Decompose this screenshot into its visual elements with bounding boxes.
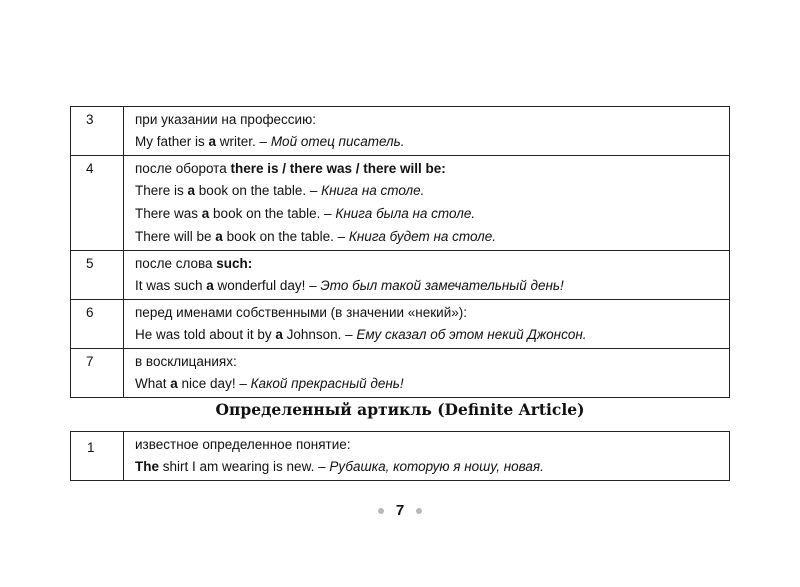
- russian-translation: Какой прекрасный день!: [250, 376, 404, 391]
- rule-cell: [124, 349, 730, 398]
- text-segment: в восклицаниях:: [135, 354, 237, 369]
- row-number-cell: [71, 156, 124, 251]
- table-row: [71, 156, 730, 251]
- example-line: [135, 130, 719, 153]
- example-line: [135, 179, 719, 202]
- example-line: [135, 202, 719, 225]
- page-footer: [0, 502, 800, 519]
- rule-description: [135, 435, 719, 455]
- rule-description: [135, 352, 719, 372]
- text-segment: Johnson. –: [282, 327, 357, 342]
- table-row: [71, 349, 730, 398]
- example-line: [135, 323, 719, 346]
- text-segment: He was told about it by: [135, 327, 276, 342]
- row-number: 1: [87, 440, 95, 455]
- row-number-cell: [71, 349, 124, 398]
- rule-description: [135, 159, 719, 179]
- rule-cell: [124, 251, 730, 300]
- dot-left-icon: [378, 508, 384, 514]
- rule-cell: [124, 107, 730, 156]
- article-highlight: a: [206, 278, 214, 293]
- text-segment: известное определенное понятие:: [135, 437, 351, 452]
- rule-description: [135, 110, 719, 130]
- russian-translation: Мой отец писатель.: [270, 134, 405, 149]
- example-line: [135, 274, 719, 297]
- text-segment: при указании на профессию:: [135, 112, 316, 127]
- text-segment: What: [135, 376, 171, 391]
- text-segment: My father is: [135, 134, 209, 149]
- text-segment: There is: [135, 183, 188, 198]
- example-line: [135, 372, 719, 395]
- article-highlight: The: [135, 459, 160, 474]
- russian-translation: Книга на столе.: [321, 183, 425, 198]
- text-segment: It was such: [135, 278, 207, 293]
- article-highlight: a: [201, 206, 210, 221]
- table-row: [71, 107, 730, 156]
- example-line: [135, 455, 719, 478]
- row-number: 5: [86, 256, 94, 271]
- text-segment: wonderful day! –: [213, 278, 321, 293]
- article-highlight: such:: [216, 256, 253, 271]
- text-segment: nice day! –: [177, 376, 251, 391]
- dot-right-icon: [416, 508, 422, 514]
- article-highlight: a: [215, 229, 223, 244]
- row-number: 6: [86, 305, 94, 320]
- text-segment: shirt I am wearing is new. –: [159, 459, 330, 474]
- article-highlight: a: [208, 134, 217, 149]
- rule-description: [135, 254, 719, 274]
- page-number: 7: [395, 502, 405, 519]
- text-segment: There will be: [135, 229, 216, 244]
- rule-cell: [124, 156, 730, 251]
- table-row: [71, 432, 730, 481]
- article-highlight: a: [275, 327, 283, 342]
- text-segment: book on the table. –: [222, 229, 349, 244]
- russian-translation: Рубашка, которую я ношу, новая.: [329, 459, 544, 474]
- text-segment: перед именами собственными (в значении «некий»):: [135, 305, 467, 320]
- text-segment: после оборота: [135, 161, 231, 176]
- table-row: [71, 251, 730, 300]
- row-number: 7: [86, 354, 94, 369]
- russian-translation: Ему сказал об этом некий Джонсон.: [356, 327, 587, 342]
- rule-cell: [124, 300, 730, 349]
- table-row: [71, 300, 730, 349]
- article-highlight: there is / there was / there will be:: [230, 161, 446, 176]
- russian-translation: Книга будет на столе.: [348, 229, 497, 244]
- row-number-cell: [71, 432, 124, 481]
- article-highlight: a: [170, 376, 178, 391]
- text-segment: book on the table. –: [209, 206, 336, 221]
- rule-cell: [124, 432, 730, 481]
- russian-translation: Книга была на столе.: [335, 206, 476, 221]
- russian-translation: Это был такой замечательный день!: [320, 278, 564, 293]
- example-line: [135, 225, 719, 248]
- text-segment: book on the table. –: [195, 183, 322, 198]
- indefinite-article-table: [70, 106, 730, 398]
- section-heading: Определенный артикль (Definite Article): [215, 400, 585, 419]
- row-number: 4: [86, 161, 94, 176]
- row-number: 3: [86, 112, 94, 127]
- row-number-cell: [71, 300, 124, 349]
- definite-article-table: [70, 431, 730, 481]
- text-segment: writer. –: [216, 134, 271, 149]
- text-segment: после слова: [135, 256, 217, 271]
- rule-description: [135, 303, 719, 323]
- row-number-cell: [71, 251, 124, 300]
- article-highlight: a: [187, 183, 196, 198]
- row-number-cell: [71, 107, 124, 156]
- text-segment: There was: [135, 206, 202, 221]
